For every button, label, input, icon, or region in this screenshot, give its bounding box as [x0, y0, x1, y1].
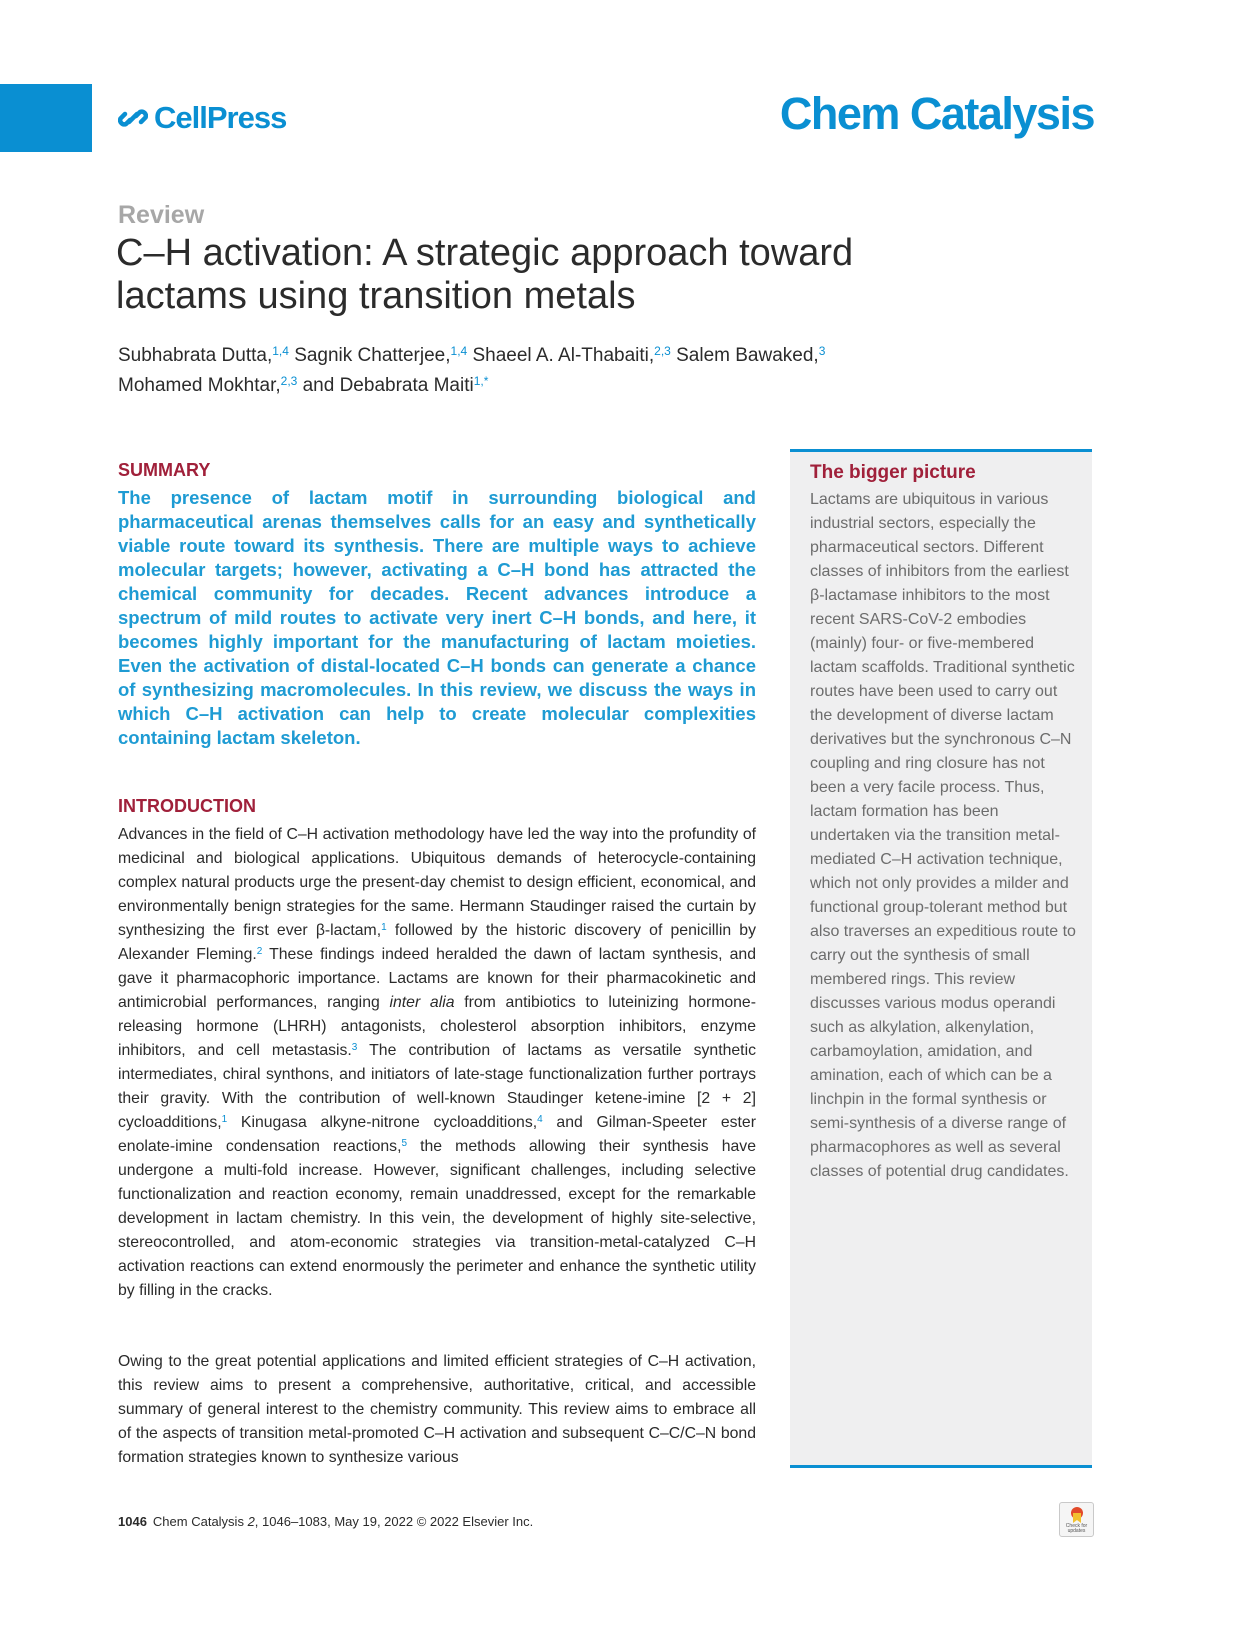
brand-color-block: [0, 84, 92, 152]
publisher-name: CellPress: [154, 100, 287, 135]
introduction-paragraph-1: Advances in the field of C–H activation methodology have led the way into the profundity of medicinal and biological applications. Ubiquitous demands of heterocycle-containing complex natural products urge the present-day chemist to design efficient, economical, and environmentally benign strategies for the same. Hermann Staudinger raised the curtain by synthesizing the first ever β-lactam,$^1$ followed by the historic discovery of penicillin by Alexander Fleming.$^2$ These findings indeed heralded the dawn of lactam synthesis, and gave it pharmacophoric importance. Lactams are known for their pharmacokinetic and antimicrobial performances, ranging inter alia from antibiotics to luteinizing hormone-releasing hormone (LHRH) antagonists, cholesterol absorption inhibitors, enzyme inhibitors, and cell metastasis.$^3$ The contribution of lactams as versatile synthetic intermediates, chiral synthons, and initiators of late-stage functionalization further portrays their gravity. With the contribution of well-known Staudinger ketene-imine [2 + 2] cycloadditions,$^1$ Kinugasa alkyne-nitrone cycloadditions,$^4$ and Gilman-Speeter ester enolate-imine condensation reactions,$^5$ the methods allowing their synthesis have undergone a multi-fold increase. However, significant challenges, including selective functionalization and reaction economy, remain unaddressed, except for the remarkable development in lactam chemistry. In this vein, the development of highly site-selective, stereocontrolled, and atom-economic strategies via transition-metal-catalyzed C–H activation reactions can extend enormously the perimeter and enhance the synthetic utility by filling in the cracks.: [118, 826, 756, 1299]
summary-heading: SUMMARY: [118, 460, 211, 480]
citation-link[interactable]: 3: [351, 1042, 358, 1053]
check-for-updates-label: Check for updates: [1065, 1522, 1088, 1534]
introduction-paragraph-2: Owing to the great potential applications and limited efficient strategies of C–H activation, this review aims to present a comprehensive, authoritative, critical, and accessible summary of general interest to the chemistry community. This review aims to embrace all of the aspects of transition metal-promoted C–H activation and subsequent C–C/C–N bond formation strategies known to synthesize various: [118, 1353, 756, 1466]
citation-link[interactable]: 2: [256, 946, 263, 957]
author[interactable]: Subhabrata Dutta,$^{1,4}$: [118, 344, 289, 366]
author[interactable]: Sagnik Chatterjee,$^{1,4}$: [294, 344, 468, 366]
citation-link[interactable]: 1: [221, 1114, 228, 1125]
author[interactable]: and Debabrata Maiti$^{1,*}$: [302, 374, 489, 396]
citation-link[interactable]: 5: [401, 1138, 408, 1149]
summary-text: The presence of lactam motif in surrounding biological and pharmaceutical arenas themselves calls for an easy and synthetically viable route toward its synthesis. There are multiple ways to achieve molecular targets; however, activating a C–H bond has attracted the chemical community for decades. Recent advances introduce a spectrum of mild routes to activate very inert C–H bonds, and here, it becomes highly important for the manufacturing of lactam moieties. Even the activation of distal-located C–H bonds can generate a chance of synthesizing macromolecules. In this review, we discuss the ways in which C–H activation can help to create molecular complexities containing lactam skeleton.: [118, 487, 756, 748]
bookmark-icon: [1069, 1506, 1085, 1524]
affiliation-ref: 1,4: [450, 344, 468, 358]
page-footer: 1046 Chem Catalysis 2, 1046–1083, May 19, 2022 © 2022 Elsevier Inc.: [118, 1514, 534, 1529]
introduction-heading: INTRODUCTION: [118, 796, 256, 816]
affiliation-ref: 3: [818, 344, 826, 358]
article-title: C–H activation: A strategic approach toward lactams using transition metals: [116, 232, 854, 317]
citation-link[interactable]: 1: [381, 922, 387, 933]
author[interactable]: Salem Bawaked,$^3$: [676, 344, 826, 366]
cellpress-link-icon: [118, 103, 148, 133]
citation-link[interactable]: 4: [537, 1114, 543, 1125]
bigger-picture-text: Lactams are ubiquitous in various industrial sectors, especially the pharmaceutical sectors. Different classes of inhibitors from the earliest β-lactamase inhibitors to the most recent SARS-CoV-2 embodies (mainly) four- or five-membered lactam scaffolds. Traditional synthetic routes have been used to carry out the development of diverse lactam derivatives but the synchronous C–N coupling and ring closure has not been a very facile process. Thus, lactam formation has been undertaken via the transition metal-mediated C–H activation technique, which not only provides a milder and functional group-tolerant method but also traverses an expeditious route to carry out the synthesis of small membered rings. This review discusses various modus operandi such as alkylation, alkenylation, carbamoylation, amidation, and amination, each of which can be a linchpin in the formal synthesis or semi-synthesis of a diverse range of pharmacophores as well as several classes of potential drug candidates.: [810, 491, 1076, 1180]
article-type: Review: [118, 201, 205, 229]
author[interactable]: Shaeel A. Al-Thabaiti,$^{2,3}$: [472, 344, 671, 366]
author[interactable]: Mohamed Mokhtar,$^{2,3}$: [118, 374, 298, 396]
bigger-picture-box: [790, 449, 1092, 1468]
affiliation-ref: 2,3: [654, 344, 671, 358]
cellpress-logo[interactable]: [118, 100, 286, 136]
check-for-updates-badge[interactable]: [1059, 1502, 1094, 1537]
author-list: [118, 341, 978, 401]
affiliation-ref: 2,3: [280, 374, 298, 388]
page-number: 1046: [118, 1514, 147, 1529]
journal-title[interactable]: Chem Catalysis: [779, 88, 1094, 139]
affiliation-ref: 1,4: [272, 344, 289, 358]
bigger-picture-heading: The bigger picture: [810, 462, 976, 483]
affiliation-ref: 1,*: [473, 374, 489, 388]
